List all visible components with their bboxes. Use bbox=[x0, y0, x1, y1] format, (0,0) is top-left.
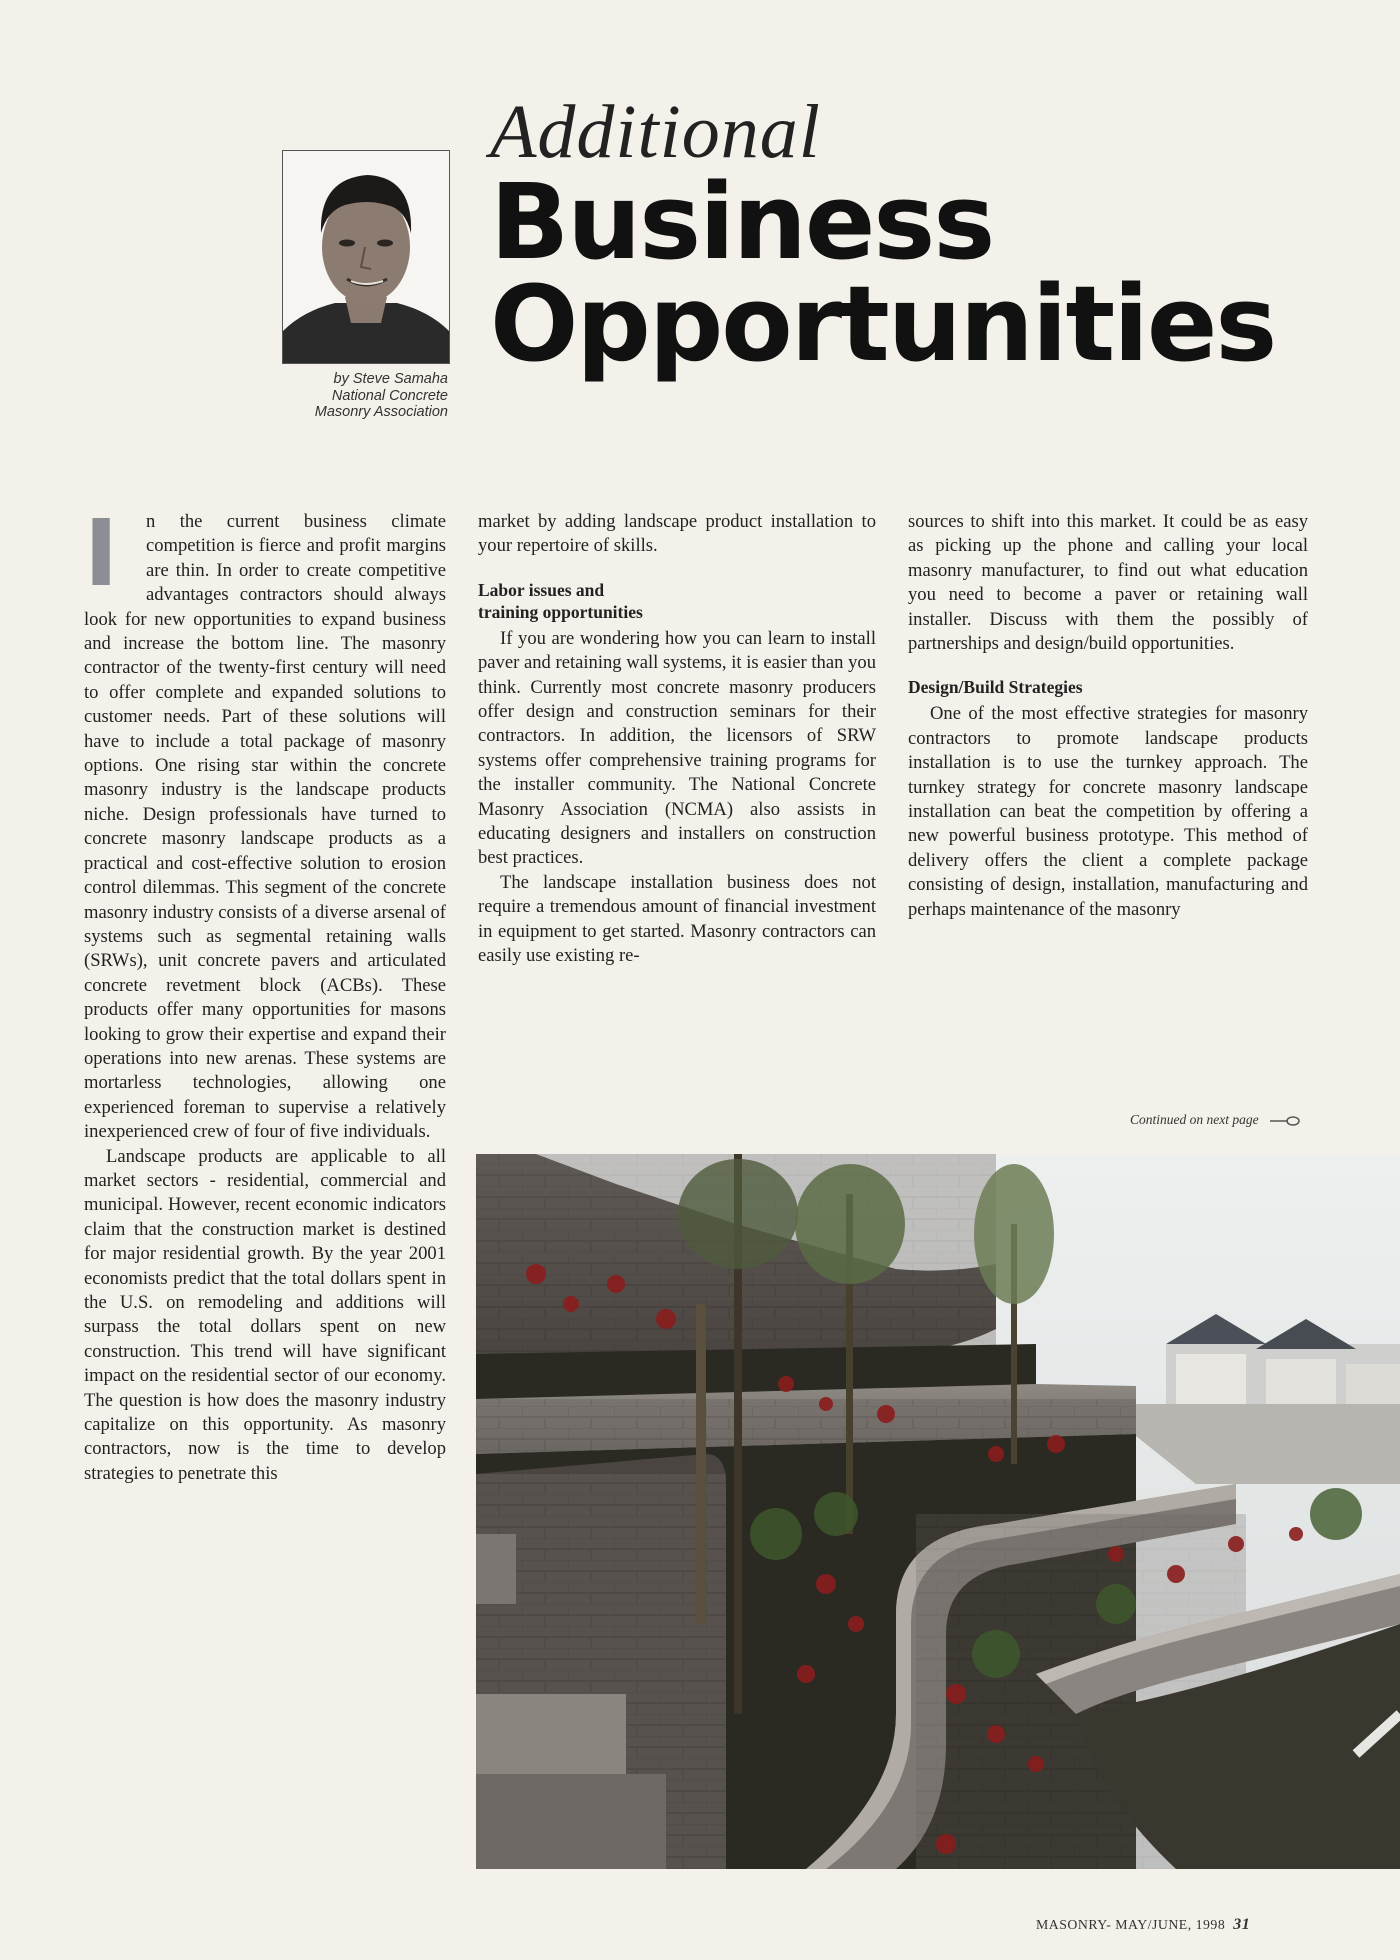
paragraph-text: n the current business climate competition is fierce and profit margins are thin. In order to create competitive advantages contractors should always look for new opportunities to expand business and increase the bottom line. The masonry contractor of the twenty-first century will need to offer complete and expanded solutions to customer needs. Part of these solutions will have to include a total package of masonry options. One rising star within the concrete masonry industry is the landscape products niche. Design professionals have turned to concrete masonry landscape products as a practical and cost-effective solution to erosion control dilemmas. This segment of the concrete masonry industry consists of a diverse arsenal of systems such as segmental retaining walls (SRWs), unit concrete pavers and articulated concrete revetment block (ACBs). These products offer many opportunities for masons looking to grow their expertise and expand their operations into new arenas. These systems are mortarless technologies, allowing one experienced foreman to supervise a relatively inexperienced crew of four of five individuals. bbox=[84, 511, 446, 1143]
drop-cap: I bbox=[84, 500, 119, 607]
paragraph: If you are wondering how you can learn to install paver and retaining wall systems, it is easier than you think. Currently most concrete masonry producers offer design and construction seminars for their contractors. In addition, the licensors of SRW systems offer comprehensive training programs for the installer community. The National Concrete Masonry Association (NCMA) also assists in educating designers and installers on construction best practices. bbox=[478, 627, 876, 869]
page-footer bbox=[1036, 1916, 1250, 1934]
paragraph: market by adding landscape product installation to your repertoire of skills. bbox=[478, 511, 876, 557]
title-bold-line-1: Business bbox=[490, 161, 994, 283]
article-column-1 bbox=[84, 500, 446, 1486]
continued-text: Continued on next page bbox=[1130, 1112, 1259, 1127]
heading-line-2: training opportunities bbox=[478, 601, 643, 622]
article-column-2 bbox=[478, 510, 876, 969]
paragraph: The landscape installation business does not require a tremendous amount of financial investment in equipment to get started. Masonry contractors can easily use existing re- bbox=[478, 871, 876, 967]
author-portrait-image bbox=[283, 151, 449, 363]
paragraph bbox=[84, 500, 446, 1145]
byline-org-line-1: National Concrete bbox=[331, 387, 448, 404]
title-italic: Additional bbox=[490, 90, 821, 174]
page-number: 31 bbox=[1233, 1916, 1251, 1933]
section-heading-labor bbox=[478, 579, 876, 623]
heading-line-1: Labor issues and bbox=[478, 579, 605, 600]
article-column-3 bbox=[908, 510, 1308, 922]
arrow-right-icon bbox=[1270, 1115, 1300, 1127]
terraced-retaining-wall-image bbox=[476, 1154, 1400, 1869]
title-bold-line-2: Opportunities bbox=[490, 263, 1276, 385]
byline-org-line-2: Masonry Association bbox=[314, 404, 448, 420]
retaining-wall-photo bbox=[476, 1154, 1400, 1869]
byline-author: by Steve Samaha bbox=[333, 371, 448, 387]
paragraph: One of the most effective strategies for masonry contractors to promote landscape products installation is to use the turnkey approach. The turnkey strategy for concrete masonry landscape installation can beat the competition by offering a new powerful business prototype. This method of delivery offers the client a complete package consisting of design, installation, manufacturing and perhaps maintenance of the masonry bbox=[908, 703, 1308, 920]
paragraph: Landscape products are applicable to all market sectors - residential, commercial and municipal. However, recent economic indicators claim that the construction market is destined for major residential growth. By the year 2001 economists predict that the total dollars spent in the U.S. on remodeling and additions will surpass the total dollars spent on new construction. This trend will have significant impact on the residential sector of our economy. The question is how does the masonry industry capitalize on this opportunity. As masonry contractors, now is the time to develop strategies to penetrate this bbox=[84, 1145, 446, 1484]
paragraph: sources to shift into this market. It could be as easy as picking up the phone and calling your local masonry manufacturer, to find out what education you need to become a paver or retaining wall installer. Discuss with them the possibly of partnerships and design/build opportunities. bbox=[908, 511, 1308, 655]
byline bbox=[240, 371, 448, 421]
footer-publication: MASONRY- MAY/JUNE, 1998 bbox=[1036, 1917, 1226, 1932]
section-heading-design-build: Design/Build Strategies bbox=[908, 677, 1083, 698]
author-photo bbox=[282, 150, 450, 364]
continued-note bbox=[1000, 1112, 1300, 1128]
